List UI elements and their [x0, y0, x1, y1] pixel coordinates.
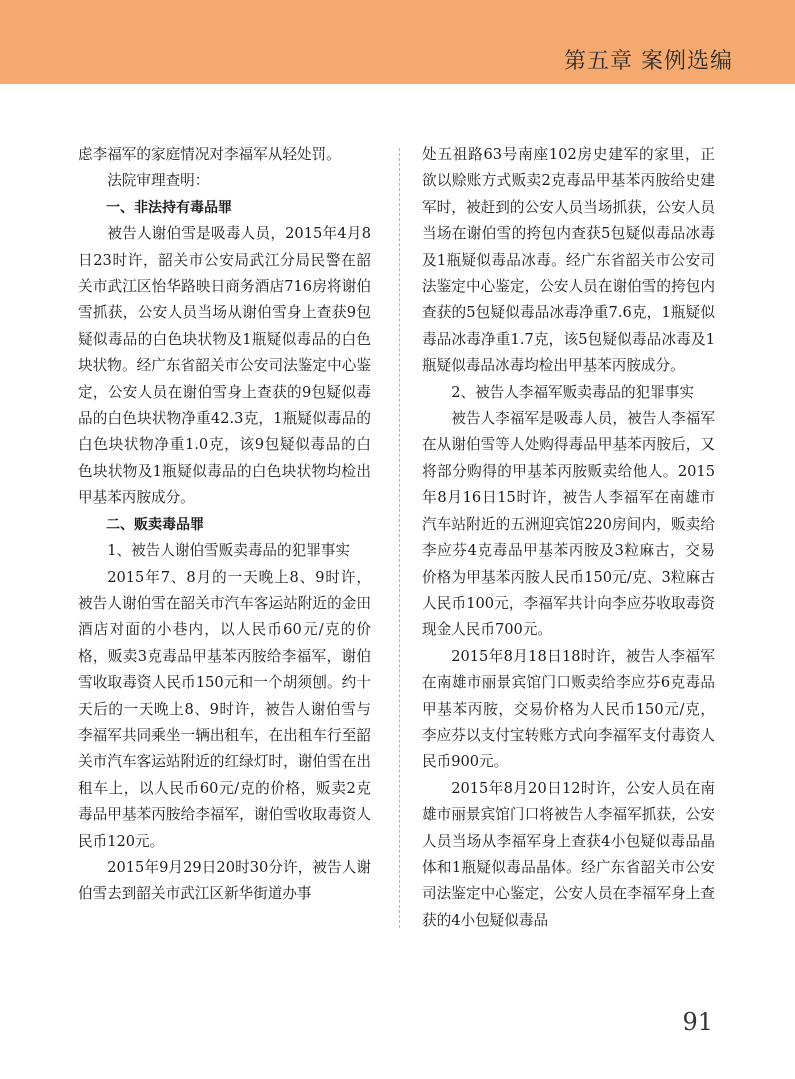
section-heading: 一、非法持有毒品罪 [106, 199, 232, 216]
chapter-title: 第五章 案例选编 [564, 49, 733, 74]
page-number: 91 [682, 1008, 713, 1036]
paragraph: 2015年8月18日18时许，被告人李福军在南雄市丽景宾馆门口贩卖给李应芬6克毒品甲基苯丙胺，交易价格为人民币150元/克，李应芬以支付宝转账方式向李福军支付毒资人民币900元。 [422, 647, 715, 771]
subsection-heading: 1、被告人谢伯雪贩卖毒品的犯罪事实 [107, 542, 350, 560]
paragraph: 虑李福军的家庭情况对李福军从轻处罚。 [78, 146, 341, 163]
chapter-header-band [0, 0, 795, 84]
subsection-heading: 2、被告人李福军贩卖毒品的犯罪事实 [451, 383, 694, 401]
paragraph: 处五祖路63号南座102房史建军的家里，正欲以赊账方式贩卖2克毒品甲基苯丙胺给史建军时，被赶到的公安人员当场抓获，公安人员当场在谢伯雪的挎包内查获5包疑似毒品冰毒及1瓶疑似毒品冰毒。经广东省韶关市公安司法鉴定中心鉴定，公安人员在谢伯雪的挎包内查获的5包疑似毒品冰毒净重7.6克，1瓶疑似毒品冰毒净重1.7克，该5包疑似毒品冰毒及1瓶疑似毒品冰毒均检出甲基苯丙胺成分。 [422, 146, 715, 375]
section-heading: 二、贩卖毒品罪 [106, 516, 204, 533]
column-divider [399, 148, 400, 928]
paragraph: 被告人李福军是吸毒人员，被告人李福军在从谢伯雪等人处购得毒品甲基苯丙胺后，又将部分购得的甲基苯丙胺贩卖给他人。2015年8月16日15时许，被告人李福军在南雄市汽车站附近的五洲迎宾馆220房间内，贩卖给李应芬4克毒品甲基苯丙胺及3粒麻古，交易价格为甲基苯丙胺人民币150元/克、3粒麻古人民币100元，李福军共计向李应芬收取毒资现金人民币700元。 [422, 410, 715, 639]
paragraph: 2015年9月29日20时30分许，被告人谢伯雪去到韶关市武江区新华街道办事 [78, 858, 371, 903]
left-text-column [78, 142, 371, 908]
paragraph: 2015年7、8月的一天晚上8、9时许，被告人谢伯雪在韶关市汽车客运站附近的金田酒店对面的小巷内，以人民币60元/克的价格，贩卖3克毒品甲基苯丙胺给李福军，谢伯雪收取毒资人民币150元和一个胡须刨。约十天后的一天晚上8、9时许，被告人谢伯雪与李福军共同乘坐一辆出租车，在出租车行至韶关市汽车客运站附近的红绿灯时，谢伯雪在出租车上，以人民币60元/克的价格，贩卖2克毒品甲基苯丙胺给李福军，谢伯雪收取毒资人民币120元。 [78, 568, 371, 850]
paragraph: 2015年8月20日12时许，公安人员在南雄市丽景宾馆门口将被告人李福军抓获，公安人员当场从李福军身上查获4小包疑似毒品晶体和1瓶疑似毒品晶体。经广东省韶关市公安司法鉴定中心鉴定，公安人员在李福军身上查获的4小包疑似毒品 [422, 779, 715, 929]
paragraph: 被告人谢伯雪是吸毒人员，2015年4月8日23时许，韶关市公安局武江分局民警在韶关市武江区怡华路映日商务酒店716房将谢伯雪抓获，公安人员当场从谢伯雪身上查获9包疑似毒品的白色块状物及1瓶疑似毒品的白色块状物。经广东省韶关市公安司法鉴定中心鉴定，公安人员在谢伯雪身上查获的9包疑似毒品的白色块状物净重42.3克，1瓶疑似毒品的白色块状物净重1.0克，该9包疑似毒品的白色块状物及1瓶疑似毒品的白色块状物均检出甲基苯丙胺成分。 [78, 225, 371, 507]
right-text-column [422, 142, 715, 934]
paragraph: 法院审理查明： [107, 172, 210, 190]
